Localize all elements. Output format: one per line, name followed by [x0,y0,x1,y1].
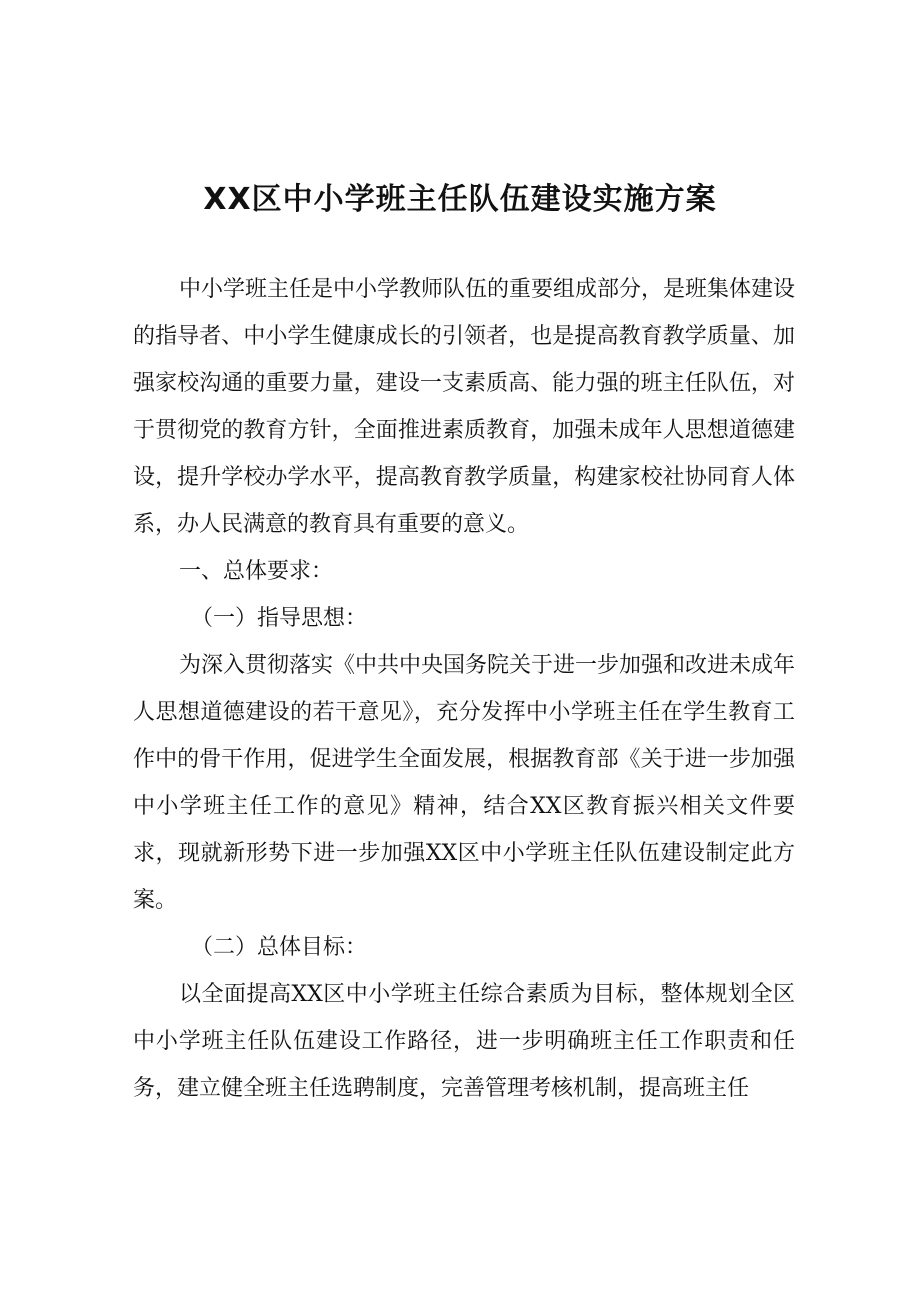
guiding-ideology-paragraph: 为深入贯彻落实《中共中央国务院关于进一步加强和改进未成年人思想道德建设的若干意见》，充分发挥中小学班主任在学生教育工作中的骨干作用，促进学生全面发展，根据教育部《关于进一步加强中小学班主任工作的意见》精神，结合XX区教育振兴相关文件要求，现就新形势下进一步加强XX区中小学班主任队伍建设制定此方案。 [133,653,796,913]
overall-goal-paragraph: 以全面提高XX区中小学班主任综合素质为目标，整体规划全区中小学班主任队伍建设工作路径，进一步明确班主任工作职责和任务，建立健全班主任选聘制度，完善管理考核机制，提高班主任 [133,982,795,1101]
document-title: XX区中小学班主任队伍建设实施方案 [203,182,717,217]
section-heading-general-requirements: 一、总体要求： [179,559,334,584]
subsection-heading-overall-goal: （二）总体目标： [191,935,368,960]
subsection-heading-guiding-ideology: （一）指导思想： [191,606,368,631]
document-body [133,266,795,1112]
intro-paragraph: 中小学班主任是中小学教师队伍的重要组成部分，是班集体建设的指导者、中小学生健康成长的引领者，也是提高教育教学质量、加强家校沟通的重要力量，建设一支素质高、能力强的班主任队伍，对于贯彻党的教育方针，全面推进素质教育，加强未成年人思想道德建设，提升学校办学水平，提高教育教学质量，构建家校社协同育人体系，办人民满意的教育具有重要的意义。 [133,277,796,537]
